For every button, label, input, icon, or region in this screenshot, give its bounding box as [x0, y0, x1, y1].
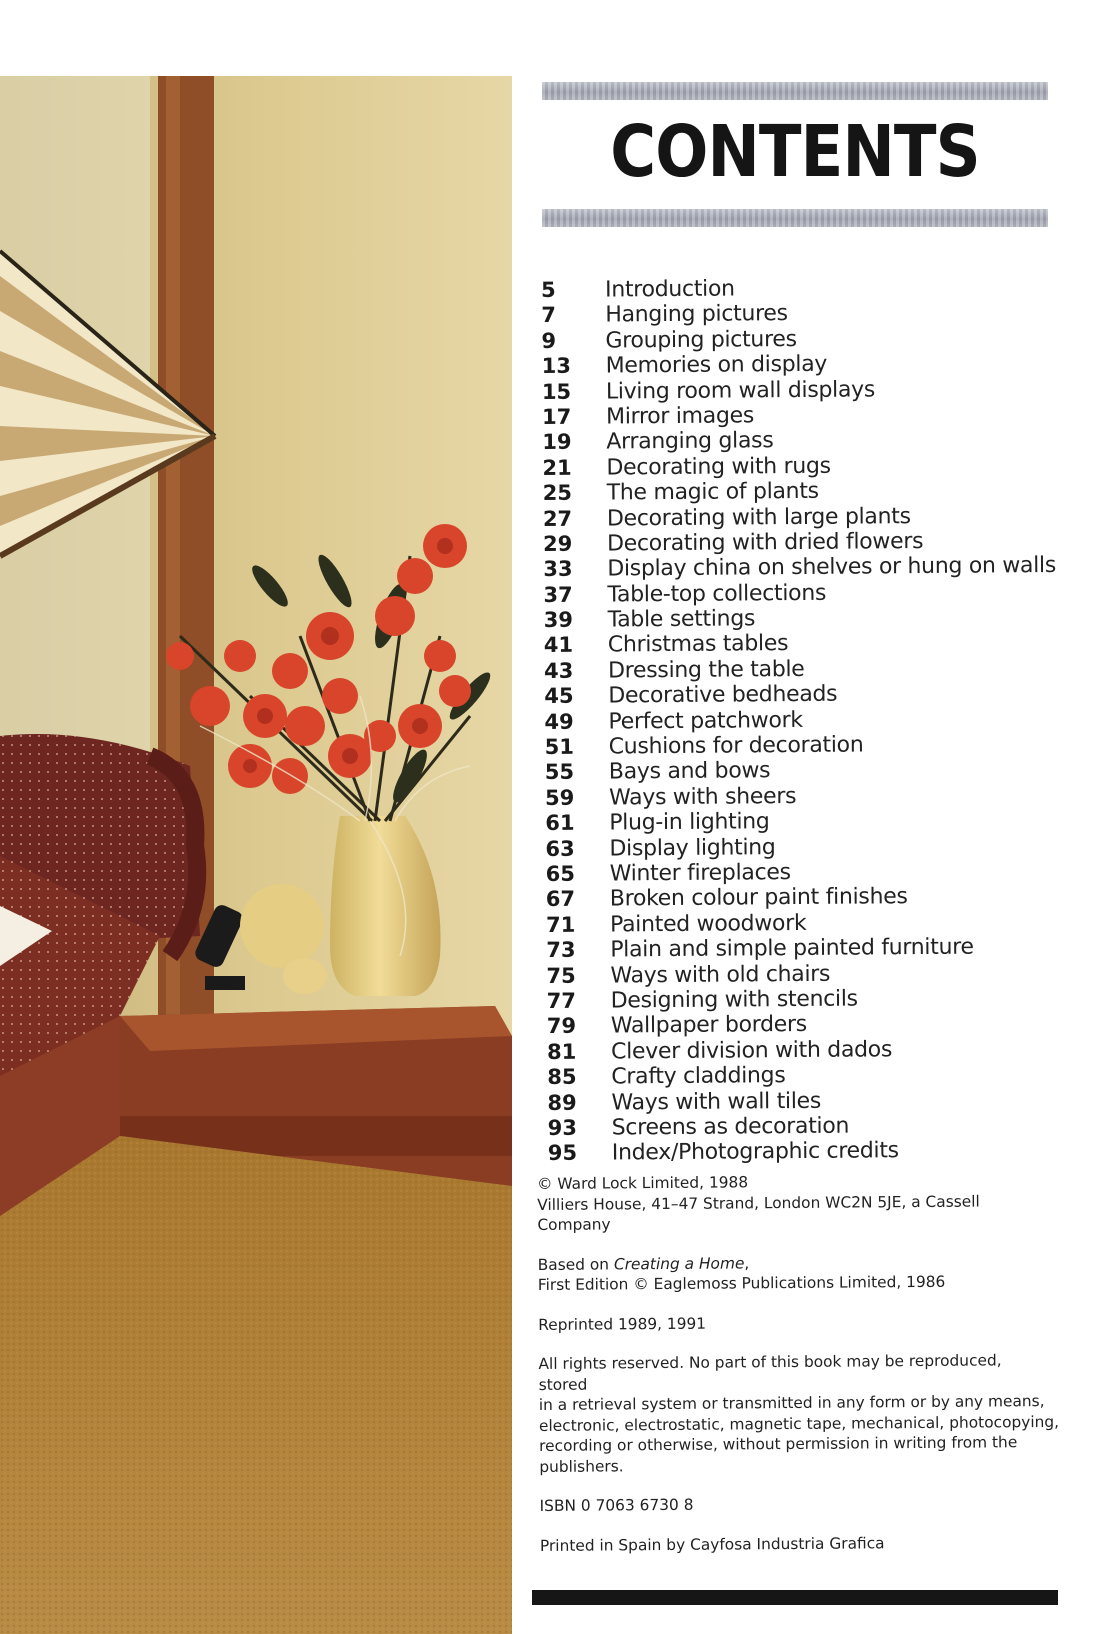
toc-title: Plain and simple painted furniture	[610, 934, 974, 963]
bottom-rule	[532, 1590, 1058, 1605]
toc-page-number: 45	[544, 684, 574, 709]
toc-title: Painted woodwork	[609, 910, 807, 938]
toc-page-number: 39	[543, 607, 574, 633]
toc-title: Hanging pictures	[605, 301, 788, 328]
toc-page-number: 67	[545, 887, 576, 912]
toc-page-number: 79	[546, 1014, 577, 1039]
toc-title: Decorating with large plants	[606, 503, 911, 532]
toc-page-number: 71	[545, 912, 576, 937]
toc-page-number: 49	[544, 709, 574, 734]
table-of-contents	[541, 274, 1068, 1167]
toc-title: Christmas tables	[607, 631, 789, 658]
toc-title: Grouping pictures	[605, 326, 797, 354]
based-on-title: Creating a Home	[613, 1253, 745, 1273]
based-on-suffix: ,	[744, 1253, 750, 1272]
publisher-address: Villiers House, 41–47 Strand, London WC2N 5JE, a Cassell	[537, 1192, 980, 1214]
toc-page-number: 43	[543, 658, 574, 683]
toc-page-number: 17	[541, 404, 572, 429]
toc-page-number: 21	[542, 455, 572, 480]
toc-page-number: 81	[546, 1039, 577, 1064]
toc-title: Clever division with dados	[610, 1036, 893, 1065]
toc-title: Table settings	[607, 606, 756, 633]
toc-title: Index/Photographic credits	[611, 1138, 899, 1166]
toc-title: Bays and bows	[608, 758, 771, 785]
imprint-block	[537, 1170, 1070, 1556]
toc-page-number: 95	[547, 1141, 578, 1166]
bedroom-photo-illustration	[0, 76, 512, 1634]
based-on-prefix: Based on	[537, 1254, 614, 1274]
toc-page-number: 89	[547, 1090, 577, 1115]
reprinted-line: Reprinted 1989, 1991	[538, 1314, 707, 1334]
toc-page-number: 19	[542, 430, 572, 455]
copyright-line: © Ward Lock Limited, 1988	[537, 1173, 749, 1193]
rights-line: in a retrieval system or transmitted in any form or by any means,	[538, 1392, 1045, 1414]
toc-page-number: 15	[541, 379, 572, 404]
toc-title: Mirror images	[605, 403, 755, 430]
toc-title: Ways with old chairs	[610, 961, 831, 989]
toc-title: Display china on shelves or hung on walls	[607, 553, 1057, 582]
toc-title: Memories on display	[605, 351, 828, 379]
toc-title: Broken colour paint finishes	[609, 884, 908, 912]
toc-title: Wallpaper borders	[610, 1012, 808, 1039]
rights-line: electronic, electrostatic, magnetic tape, mechanical, photocopying,	[538, 1412, 1060, 1435]
toc-title: Plug-in lighting	[609, 809, 770, 836]
toc-title: Dressing the table	[607, 656, 805, 684]
toc-page-number: 61	[545, 810, 575, 836]
toc-page-number: 7	[541, 303, 557, 328]
toc-page-number: 5	[541, 277, 556, 302]
page-title: CONTENTS	[610, 110, 980, 193]
toc-page-number: 37	[543, 582, 573, 607]
toc-title: Table-top collections	[607, 580, 827, 608]
toc-title: Perfect patchwork	[608, 707, 803, 735]
toc-page-number: 73	[546, 937, 576, 963]
toc-page-number: 33	[543, 557, 573, 582]
toc-item	[548, 1137, 1068, 1166]
toc-page-number: 93	[547, 1115, 578, 1140]
toc-page-number: 85	[547, 1064, 577, 1090]
printer-line: Printed in Spain by Cayfosa Industria Grafica	[539, 1533, 885, 1555]
contents-column	[512, 0, 1108, 1634]
rights-line: All rights reserved. No part of this book may be reproduced,	[538, 1351, 1002, 1373]
toc-page-number: 65	[545, 861, 576, 886]
toc-page-number: 75	[546, 963, 576, 988]
toc-page-number: 41	[543, 633, 574, 658]
title-band-top	[542, 82, 1048, 100]
toc-title: Crafty claddings	[611, 1063, 786, 1090]
toc-title: Ways with wall tiles	[611, 1088, 822, 1115]
toc-title: Screens as decoration	[611, 1113, 850, 1141]
toc-page-number: 13	[541, 353, 572, 379]
toc-title: Decorating with dried flowers	[606, 528, 924, 557]
toc-page-number: 51	[544, 734, 575, 760]
toc-title: Arranging glass	[606, 428, 774, 455]
first-edition-line: First Edition © Eaglemoss Publications Limited, 1986	[537, 1272, 946, 1294]
toc-title: The magic of plants	[606, 478, 819, 506]
title-band-bottom	[542, 209, 1048, 227]
toc-page-number: 9	[541, 328, 557, 353]
publisher-address-cont: Company	[537, 1215, 611, 1234]
toc-title: Ways with sheers	[608, 783, 797, 811]
toc-page-number: 27	[542, 506, 573, 531]
toc-page-number: 25	[542, 480, 573, 506]
toc-page-number: 55	[544, 760, 575, 785]
toc-title: Decorative bedheads	[608, 681, 838, 709]
toc-title: Introduction	[604, 276, 735, 303]
toc-title: Living room wall displays	[605, 376, 876, 405]
cover-photo	[0, 76, 512, 1634]
rights-line: recording or otherwise, without permission in writing from the	[539, 1433, 1018, 1455]
toc-title: Cushions for decoration	[608, 732, 864, 760]
toc-page-number: 63	[545, 836, 575, 861]
toc-title: Display lighting	[609, 834, 776, 862]
toc-title: Decorating with rugs	[606, 453, 831, 481]
toc-title: Winter fireplaces	[609, 860, 791, 887]
rights-line: stored	[538, 1375, 588, 1394]
toc-item	[543, 553, 1063, 582]
toc-title: Designing with stencils	[610, 986, 858, 1014]
toc-page-number: 59	[544, 785, 575, 810]
toc-page-number: 77	[546, 988, 577, 1013]
rights-line: publishers.	[539, 1456, 624, 1476]
toc-page-number: 29	[542, 531, 573, 556]
isbn-line: ISBN 0 7063 6730 8	[539, 1495, 694, 1515]
